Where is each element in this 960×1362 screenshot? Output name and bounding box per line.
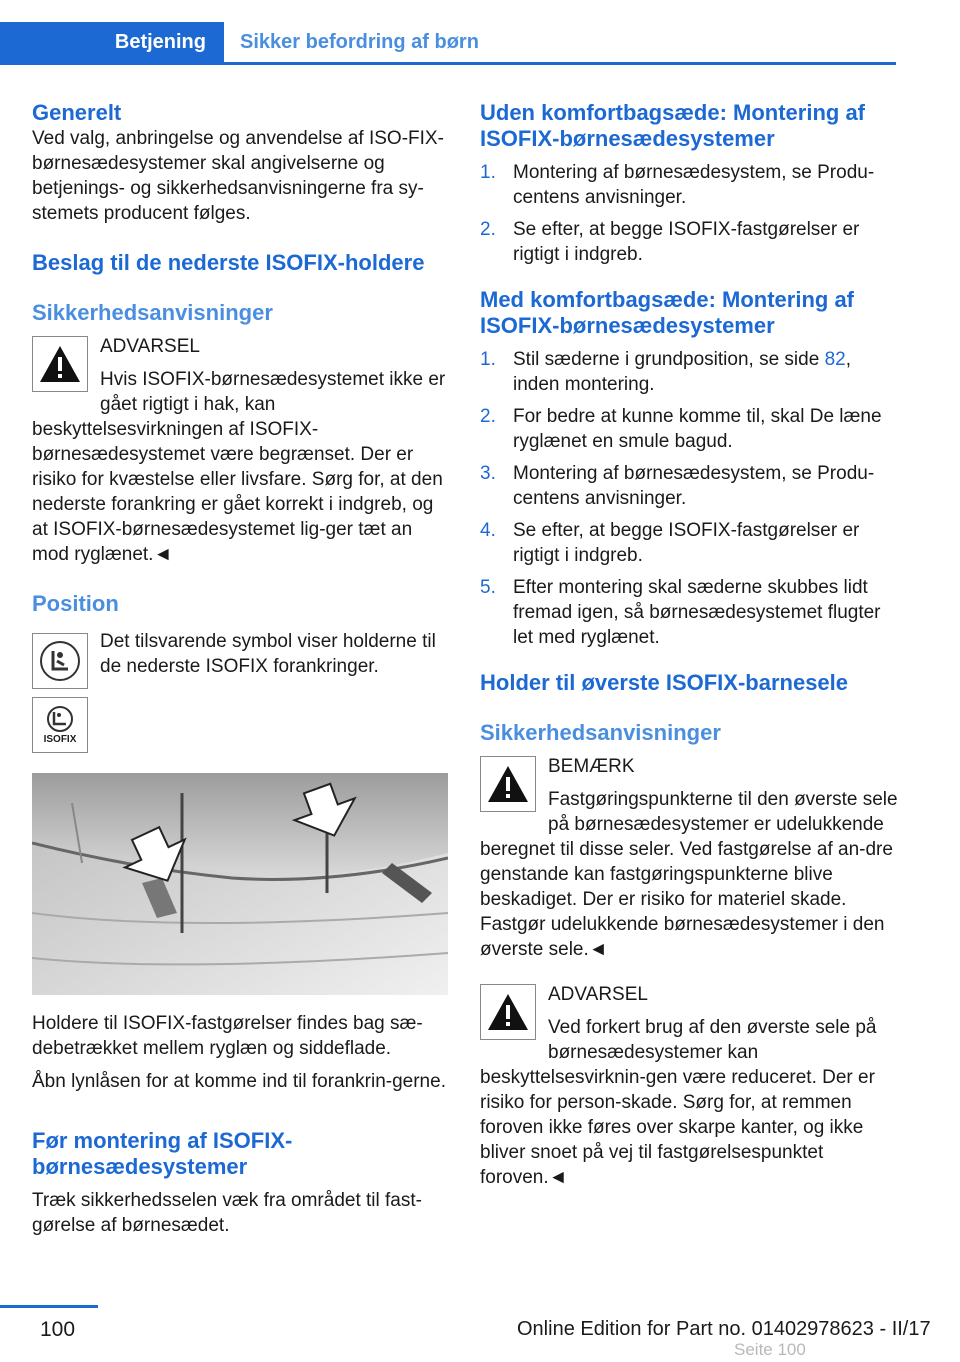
left-column xyxy=(32,100,450,1238)
section-tab: Betjening xyxy=(0,22,224,62)
with-comfort-steps xyxy=(480,347,898,650)
step-text: Efter montering skal sæderne skubbes lidt fremad igen, så børnesædesystemet flugter let med ryglænet. xyxy=(513,577,881,648)
general-heading: Generelt xyxy=(32,100,122,125)
step-number: 2. xyxy=(480,406,496,427)
note-block xyxy=(480,754,898,962)
with-comfort-heading: Med komfortbagsæde: Montering af ISOFIX-børnesædesystemer xyxy=(480,287,855,338)
page-header xyxy=(0,0,896,65)
without-comfort-heading: Uden komfortbagsæde: Montering af ISOFIX-børnesædesystemer xyxy=(480,100,866,151)
warning-label-right: ADVARSEL xyxy=(548,984,648,1005)
page-link[interactable]: 82 xyxy=(824,349,846,370)
right-column xyxy=(480,100,898,1190)
step-number: 4. xyxy=(480,520,496,541)
holder-text: Holdere til ISOFIX-fastgørelser findes bag sæ-debetrækket mellem ryglæn og siddeflade. xyxy=(32,1013,423,1059)
step-text: For bedre at kunne komme til, skal De læne ryglænet en smule bagud. xyxy=(513,406,882,452)
step-text: Stil sæderne i grundposition, se side xyxy=(513,349,825,370)
position-text: Det tilsvarende symbol viser holderne til de nederste ISOFIX forankringer. xyxy=(100,631,436,677)
list-item xyxy=(480,217,898,267)
isofix-symbol-icon xyxy=(32,697,88,753)
step-text: Se efter, at begge ISOFIX-fastgørelser er rigtigt i indgreb. xyxy=(513,520,860,566)
zipper-text: Åbn lynlåsen for at komme ind til forankrin-gerne. xyxy=(32,1071,446,1092)
footer-rule xyxy=(0,1305,98,1308)
step-text: Montering af børnesædesystem, se Produ-centens anvisninger. xyxy=(513,162,875,208)
isofix-holder-photo xyxy=(32,773,448,995)
subsection-tab: Sikker befordring af børn xyxy=(240,30,479,53)
before-mounting-text: Træk sikkerhedsselen væk fra området til fast-gørelse af børnesædet. xyxy=(32,1190,422,1236)
top-tether-heading: Holder til øverste ISOFIX-barnesele xyxy=(480,670,849,695)
warning-text: Hvis ISOFIX-børnesædesystemet ikke er gået rigtigt i hak, kan beskyttelsesvirkningen af ISOFIX-børnesædesystemet være begrænset. Der er risiko for kvæstelse eller livsfare. Sørg for, at den nederste forankring er gået korrekt i indgreb, og at ISOFIX-børnesædesystemet lig-ger tæt an mod ryglænet.◄ xyxy=(32,369,446,565)
step-number: 1. xyxy=(480,162,496,183)
step-number: 1. xyxy=(480,349,496,370)
list-item xyxy=(480,518,898,568)
before-mounting-heading: Før montering af ISOFIX-børnesædesystemer xyxy=(32,1128,293,1179)
list-item xyxy=(480,404,898,454)
warning-triangle-icon xyxy=(480,756,536,812)
warning-block xyxy=(32,334,450,567)
list-item xyxy=(480,347,898,397)
list-item xyxy=(480,461,898,511)
warning-triangle-icon xyxy=(32,336,88,392)
without-comfort-steps xyxy=(480,160,898,267)
step-text: Montering af børnesædesystem, se Produ-centens anvisninger. xyxy=(513,463,875,509)
general-text: Ved valg, anbringelse og anvendelse af ISO-FIX-børnesædesystemer skal angivelserne og betjenings- og sikkerhedsanvisningerne fra sy-stemets producent følges. xyxy=(32,128,444,224)
warning-label: ADVARSEL xyxy=(100,336,200,357)
warning-triangle-icon xyxy=(480,984,536,1040)
step-text: Se efter, at begge ISOFIX-fastgørelser er rigtigt i indgreb. xyxy=(513,219,860,265)
step-text: , inden montering. xyxy=(513,349,851,395)
step-number: 2. xyxy=(480,219,496,240)
watermark-text: Seite 100 xyxy=(734,1340,806,1359)
step-number: 3. xyxy=(480,463,496,484)
isofix-icon-label: ISOFIX xyxy=(43,733,77,745)
safety-heading-right: Sikkerhedsanvisninger xyxy=(480,720,721,745)
note-text: Fastgøringspunkterne til den øverste sele på børnesædesystemer er udelukkende beregnet til disse seler. Ved fastgørelse af an-dre genstande kan fastgøringspunkterne blive beskadiget. Der er risiko for materiel skade. Fastgør udelukkende børnesædesystemer i den øverste sele.◄ xyxy=(480,789,898,960)
position-block xyxy=(32,629,450,697)
safety-heading: Sikkerhedsanvisninger xyxy=(32,300,273,325)
list-item xyxy=(480,575,898,650)
step-number: 5. xyxy=(480,577,496,598)
lower-isofix-heading: Beslag til de nederste ISOFIX-holdere xyxy=(32,250,425,275)
position-heading: Position xyxy=(32,591,119,616)
child-seat-icon xyxy=(32,633,88,689)
page-number: 100 xyxy=(40,1318,76,1341)
list-item xyxy=(480,160,898,210)
warning-block-right xyxy=(480,982,898,1190)
edition-text: Online Edition for Part no. 01402978623 - II/17 xyxy=(517,1318,931,1340)
warning-text-right: Ved forkert brug af den øverste sele på børnesædesystemer kan beskyttelsesvirknin-gen være reduceret. Der er risiko for person-skade. Sørg for, at remmen foroven ikke føres over skarpe kanter, og ikke bliver snoet på vej til fastgørelsespunktet foroven.◄ xyxy=(480,1017,877,1188)
note-label: BEMÆRK xyxy=(548,756,635,777)
